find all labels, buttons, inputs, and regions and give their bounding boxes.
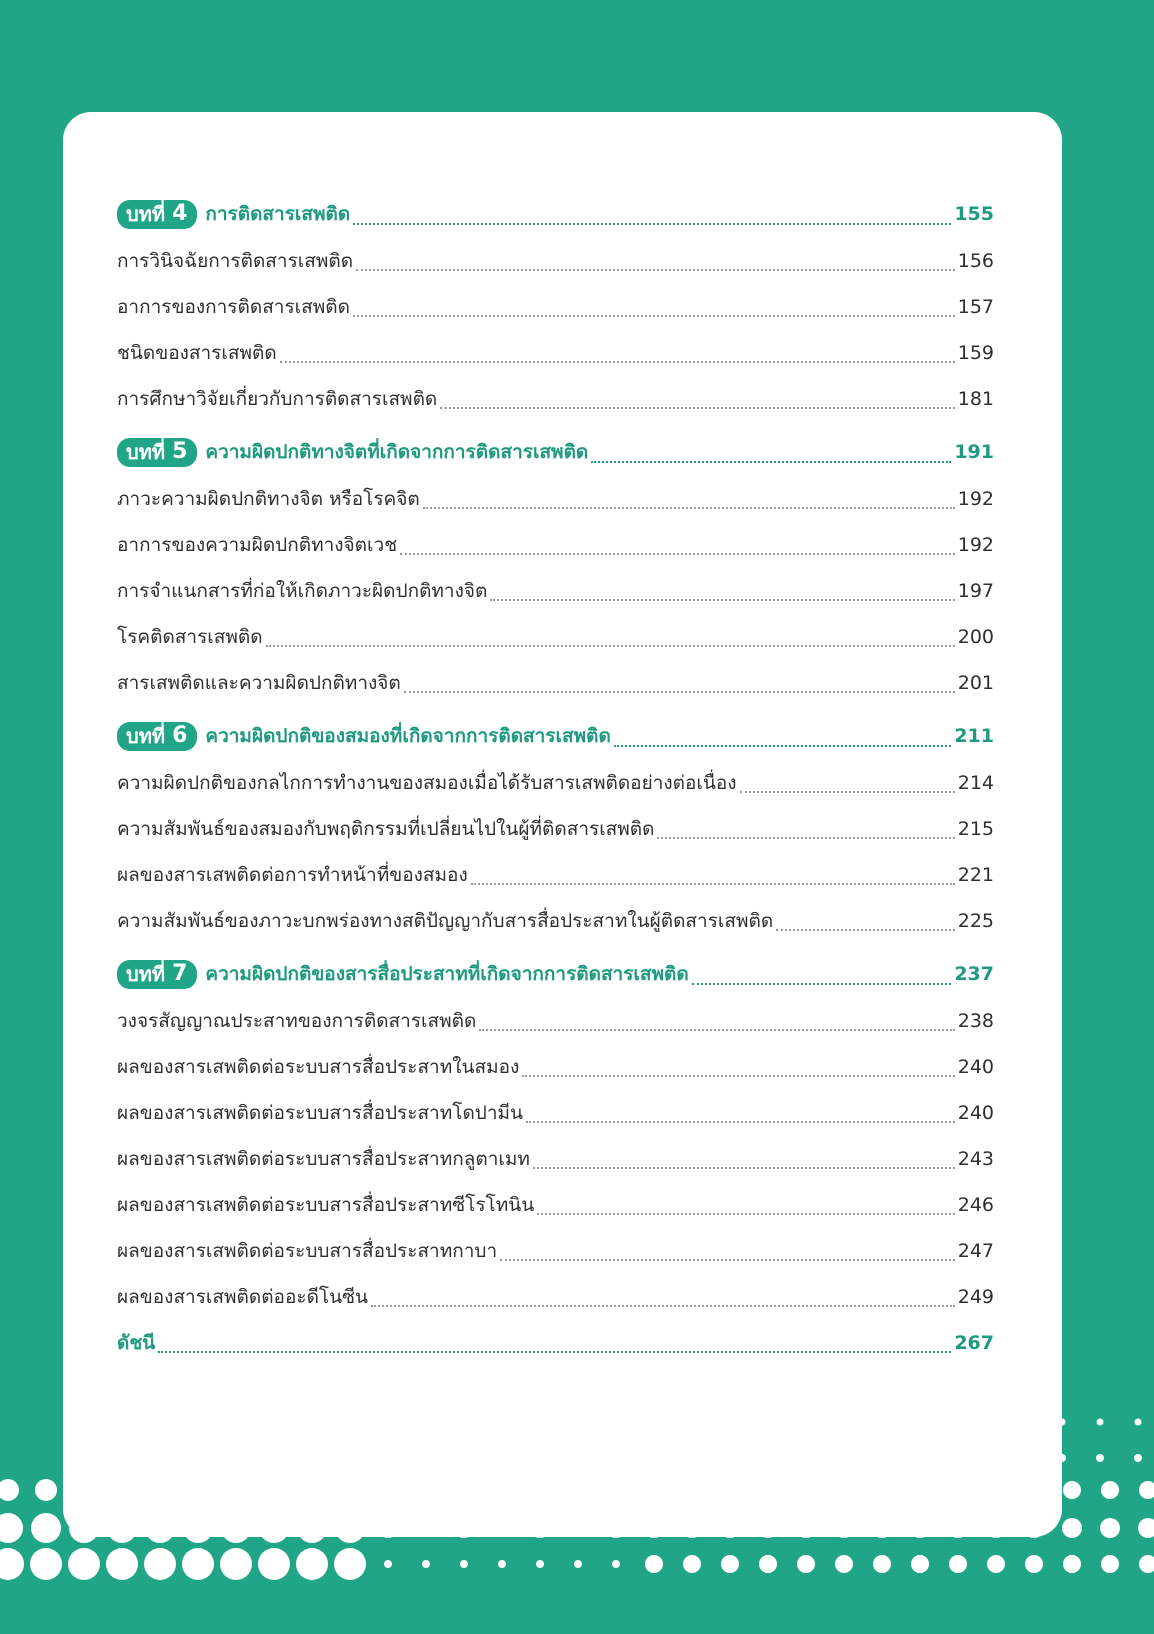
decorative-dot: [574, 1560, 582, 1568]
decorative-dot: [797, 1555, 815, 1573]
page-number: 247: [957, 1240, 994, 1262]
entry-title: ผลของสารเสพติดต่อการทำหน้าที่ของสมอง: [117, 864, 468, 886]
dot-leader: [400, 552, 955, 555]
entry-title: อาการของการติดสารเสพติด: [117, 296, 350, 318]
decorative-dot: [683, 1555, 701, 1573]
page-number: 159: [957, 342, 994, 364]
entry-title: การศึกษาวิจัยเกี่ยวกับการติดสารเสพติด: [117, 388, 438, 410]
chapter-badge-label: บทที่: [126, 961, 166, 986]
page-number: 237: [954, 963, 994, 985]
entry-title: วงจรสัญญาณประสาทของการติดสารเสพติด: [117, 1010, 477, 1032]
decorative-dot: [911, 1555, 929, 1573]
chapter-badge: [117, 722, 197, 751]
decorative-dot: [258, 1548, 290, 1580]
entry-title: ผลของสารเสพติดต่อระบบสารสื่อประสาทในสมอง: [117, 1056, 520, 1078]
decorative-dot: [220, 1548, 252, 1580]
toc-entry[interactable]: [117, 1044, 994, 1090]
decorative-dot: [1135, 1419, 1142, 1426]
chapter-title: การติดสารเสพติด: [205, 203, 351, 225]
dot-leader: [500, 1258, 955, 1261]
page-number: 155: [954, 203, 994, 225]
toc-entry[interactable]: [117, 476, 994, 522]
page-number: 192: [957, 534, 994, 556]
chapter-title: ความผิดปกติของสารสื่อประสาทที่เกิดจากการติดสารเสพติด: [205, 963, 689, 985]
decorative-dot: [1063, 1555, 1081, 1573]
entry-title: โรคติดสารเสพติด: [117, 626, 263, 648]
toc-entry[interactable]: [117, 998, 994, 1044]
page-number: 246: [957, 1194, 994, 1216]
chapter-badge: [117, 438, 197, 467]
page-number: 243: [957, 1148, 994, 1170]
entry-title: ผลของสารเสพติดต่ออะดีโนซีน: [117, 1286, 368, 1308]
chapter-badge-number: 6: [172, 722, 188, 748]
toc-entry[interactable]: [117, 238, 994, 284]
toc-entry[interactable]: [117, 1182, 994, 1228]
dot-leader: [353, 222, 951, 225]
page-number: 191: [954, 441, 994, 463]
page-number: 221: [957, 864, 994, 886]
toc-entry[interactable]: [117, 330, 994, 376]
decorative-dot: [0, 1479, 19, 1501]
page-number: 192: [957, 488, 994, 510]
dot-leader: [490, 598, 954, 601]
entry-title: ผลของสารเสพติดต่อระบบสารสื่อประสาทซีโรโทนิน: [117, 1194, 535, 1216]
decorative-dot: [0, 1513, 23, 1543]
decorative-dot: [1025, 1555, 1043, 1573]
page-number: 157: [957, 296, 994, 318]
table-of-contents: [117, 190, 994, 1366]
page-number: 156: [957, 250, 994, 272]
dot-leader: [614, 744, 952, 747]
page-number: 215: [957, 818, 994, 840]
dot-leader: [776, 928, 955, 931]
decorative-dot: [1138, 1518, 1154, 1538]
decorative-dot: [106, 1548, 138, 1580]
chapter-badge: [117, 960, 197, 989]
entry-title: ความสัมพันธ์ของภาวะบกพร่องทางสติปัญญากับสารสื่อประสาทในผู้ติดสารเสพติด: [117, 910, 774, 932]
dot-leader: [522, 1074, 954, 1077]
chapter-badge-label: บทที่: [126, 723, 166, 748]
decorative-dot: [31, 1513, 61, 1543]
toc-entry[interactable]: [117, 376, 994, 422]
chapter-badge-number: 4: [172, 200, 188, 226]
decorative-dot: [296, 1548, 328, 1580]
decorative-dot: [0, 1548, 24, 1580]
dot-leader: [158, 1350, 951, 1353]
chapter-heading-4[interactable]: [117, 190, 994, 238]
toc-entry[interactable]: [117, 852, 994, 898]
decorative-dot: [536, 1560, 544, 1568]
chapter-badge-label: บทที่: [126, 439, 166, 464]
toc-entry[interactable]: [117, 898, 994, 944]
page-number: 238: [957, 1010, 994, 1032]
decorative-dot: [645, 1555, 663, 1573]
chapter-heading-5[interactable]: [117, 428, 994, 476]
decorative-dot: [949, 1555, 967, 1573]
toc-entry[interactable]: [117, 1228, 994, 1274]
decorative-dot: [612, 1560, 620, 1568]
decorative-dot: [35, 1479, 57, 1501]
entry-title: อาการของความผิดปกติทางจิตเวช: [117, 534, 398, 556]
chapter-title: ความผิดปกติทางจิตที่เกิดจากการติดสารเสพติด: [205, 441, 589, 463]
page-number: 201: [957, 672, 994, 694]
page-number: 211: [954, 725, 994, 747]
chapter-title: ความผิดปกติของสมองที่เกิดจากการติดสารเสพติด: [205, 725, 611, 747]
decorative-dot: [498, 1560, 506, 1568]
decorative-dot: [334, 1548, 366, 1580]
entry-title: ผลของสารเสพติดต่อระบบสารสื่อประสาทกาบา: [117, 1240, 498, 1262]
index-title: ดัชนี: [117, 1332, 156, 1354]
decorative-dot: [1063, 1481, 1081, 1499]
decorative-dot: [144, 1548, 176, 1580]
decorative-dot: [1096, 1454, 1104, 1462]
page-number: 249: [957, 1286, 994, 1308]
decorative-dot: [30, 1548, 62, 1580]
page-number: 214: [957, 772, 994, 794]
chapter-badge-number: 7: [172, 960, 188, 986]
decorative-dot: [1097, 1419, 1104, 1426]
toc-entry[interactable]: [117, 806, 994, 852]
dot-leader: [356, 268, 955, 271]
dot-leader: [353, 314, 955, 317]
decorative-dot: [759, 1555, 777, 1573]
entry-title: ความผิดปกติของกลไกการทำงานของสมองเมื่อได้รับสารเสพติดอย่างต่อเนื่อง: [117, 772, 737, 794]
toc-entry[interactable]: [117, 568, 994, 614]
toc-entry[interactable]: [117, 660, 994, 706]
page-number: 225: [957, 910, 994, 932]
decorative-dot: [422, 1560, 430, 1568]
toc-entry[interactable]: [117, 1274, 994, 1320]
decorative-dot: [384, 1560, 392, 1568]
entry-title: การจำแนกสารที่ก่อให้เกิดภาวะผิดปกติทางจิต: [117, 580, 488, 602]
decorative-dot: [1100, 1518, 1120, 1538]
dot-leader: [404, 690, 955, 693]
dot-leader: [740, 790, 955, 793]
toc-entry[interactable]: [117, 522, 994, 568]
decorative-dot: [1134, 1454, 1142, 1462]
dot-leader: [657, 836, 954, 839]
toc-entry[interactable]: [117, 284, 994, 330]
dot-leader: [479, 1028, 954, 1031]
dot-leader: [533, 1166, 955, 1169]
page-number: 181: [957, 388, 994, 410]
dot-leader: [537, 1212, 954, 1215]
dot-leader: [371, 1304, 955, 1307]
entry-title: ผลของสารเสพติดต่อระบบสารสื่อประสาทกลูตาเมท: [117, 1148, 530, 1170]
page-number: 240: [957, 1102, 994, 1124]
entry-title: ภาวะความผิดปกติทางจิต หรือโรคจิต: [117, 488, 420, 510]
entry-title: ความสัมพันธ์ของสมองกับพฤติกรรมที่เปลี่ยนไปในผู้ที่ติดสารเสพติด: [117, 818, 655, 840]
dot-leader: [440, 406, 954, 409]
decorative-dot: [835, 1555, 853, 1573]
dot-leader: [526, 1120, 955, 1123]
page-number: 197: [957, 580, 994, 602]
dot-leader: [266, 644, 955, 647]
chapter-badge-number: 5: [172, 438, 188, 464]
decorative-dot: [987, 1555, 1005, 1573]
chapter-badge: [117, 200, 197, 229]
chapter-heading-7[interactable]: [117, 950, 994, 998]
decorative-dot: [721, 1555, 739, 1573]
chapter-badge-label: บทที่: [126, 201, 166, 226]
decorative-dot: [460, 1560, 468, 1568]
dot-leader: [591, 460, 951, 463]
entry-title: ชนิดของสารเสพติด: [117, 342, 277, 364]
toc-entry[interactable]: [117, 760, 994, 806]
entry-title: ผลของสารเสพติดต่อระบบสารสื่อประสาทโดปามีน: [117, 1102, 524, 1124]
decorative-dot: [1062, 1518, 1082, 1538]
toc-entry[interactable]: [117, 614, 994, 660]
decorative-dot: [182, 1548, 214, 1580]
decorative-dot: [68, 1548, 100, 1580]
dot-leader: [423, 506, 955, 509]
page-number: 200: [957, 626, 994, 648]
page-number: 240: [957, 1056, 994, 1078]
entry-title: สารเสพติดและความผิดปกติทางจิต: [117, 672, 401, 694]
decorative-dot: [1139, 1555, 1154, 1573]
dot-leader: [280, 360, 955, 363]
decorative-dot: [1139, 1481, 1154, 1499]
toc-entry[interactable]: [117, 1090, 994, 1136]
toc-card: [63, 112, 1062, 1537]
index-entry[interactable]: [117, 1320, 994, 1366]
dot-leader: [471, 882, 955, 885]
entry-title: การวินิจฉัยการติดสารเสพติด: [117, 250, 354, 272]
dot-leader: [692, 982, 952, 985]
decorative-dot: [1101, 1481, 1119, 1499]
chapter-heading-6[interactable]: [117, 712, 994, 760]
toc-entry[interactable]: [117, 1136, 994, 1182]
page-number: 267: [954, 1332, 994, 1354]
decorative-dot: [1101, 1555, 1119, 1573]
decorative-dot: [873, 1555, 891, 1573]
